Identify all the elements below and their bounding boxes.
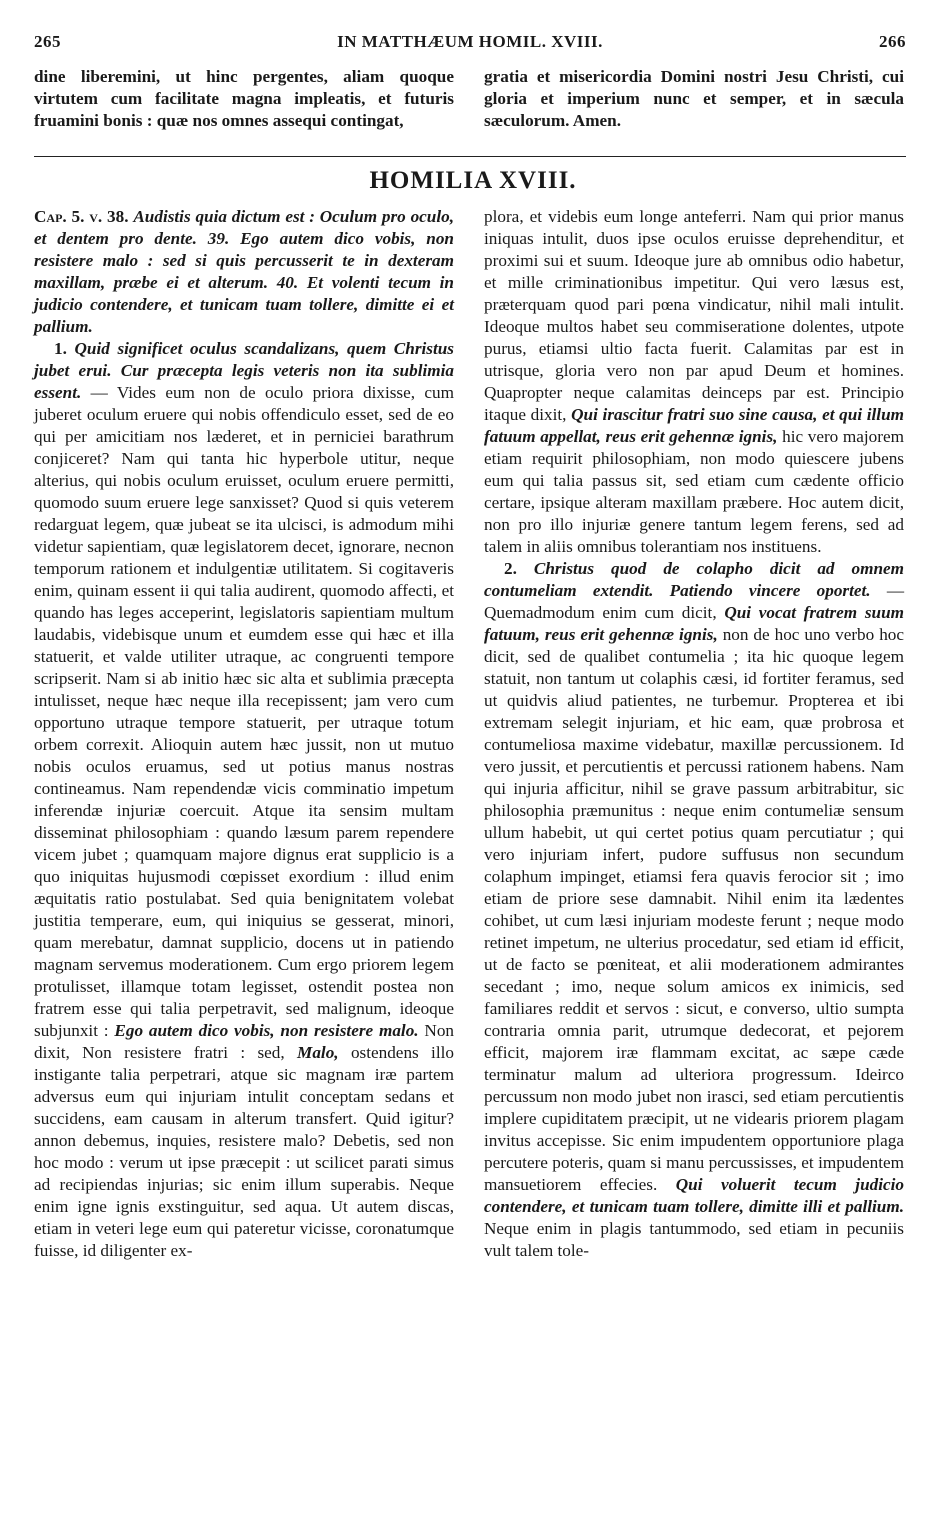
section-2-heading: Christus quod de colapho dicit ad omnem contumeliam extendit. Patiendo vincere oportet. [484, 559, 904, 600]
right-column [484, 206, 904, 1262]
page-number-left: 265 [34, 32, 61, 51]
section-1-text-mid: Non dixit, Non resistere fratri : sed, [34, 1021, 455, 1062]
section-1-paragraph [34, 338, 454, 1262]
section-1-heading: Quid significet oculus scandalizans, quem Christus jubet erui. Cur præcepta legis veteris non ita sublimia essent. [34, 339, 454, 402]
page-number-right: 266 [879, 32, 906, 51]
scripture-quote: Qui irascitur fratri suo sine causa, et qui illum fatuum appellat, reus erit gehennæ ignis, [484, 405, 905, 446]
scripture-quote: Ego autem dico vobis, non resistere malo. [114, 1021, 419, 1040]
section-2-text-end: Neque enim in plagis tantummodo, sed etiam in pecuniis vult talem tole- [484, 1219, 904, 1260]
continued-text-end: hic vero majorem etiam requirit philosophiam, non modo quiescere jubens eum qui talia passus sit, sed etiam cum cædente officio certare, ipsique alteram maxillam præbere. Hoc autem dicit, non pro illo injuriæ genere tantum legem ferens, sed ad talem in aliis omnibus tolerantiam nos instituens. [484, 427, 904, 556]
gospel-argument: Audistis quia dictum est : Oculum pro oculo, et dentem pro dente. 39. Ego autem dico vobis, non resistere malo : sed si quis percusserit te in dexteram maxillam, præbe ei et alterum. 40. Et volenti tecum in judicio contendere, et tunicam tuam tollere, dimitte ei et pallium. [34, 207, 455, 336]
chapter-verse-ref: Cap. 5. v. 38. [34, 207, 129, 226]
argument-paragraph [34, 206, 454, 338]
left-column [34, 206, 454, 1262]
section-1-text-end: ostendens illo instigante talia perpetrari, atque sic magnam iræ partem adversus eum qui injuriam intulit conceptam sedans et succidens, eam causam in alterum transfert. Quid igitur? annon debemus, inquies, resistere malo? Debetis, sed non hoc modo : verum ut ipse præcepit : ut scilicet parati simus ad recipiendas injurias; sic enim illum superabis. Neque enim igne ignis exstinguitur, sed aqua. Ut autem discas, etiam in veteri lege eum qui pateretur vicisse, coronatumque fuisse, id diligenter ex- [34, 1043, 454, 1260]
scripture-quote: Qui vocat fratrem suum fatuum, reus erit gehennæ ignis, [484, 603, 905, 644]
continued-paragraph [484, 206, 904, 558]
section-divider-rule [34, 156, 906, 157]
section-2-paragraph [484, 558, 904, 1262]
section-2-number: 2. [504, 559, 517, 578]
scripture-quote: Qui voluerit tecum judicio contendere, et tunicam tuam tollere, dimitte illi et pallium. [484, 1175, 905, 1216]
section-1-number: 1. [54, 339, 67, 358]
section-2-text: non de hoc uno verbo hoc dicit, sed de qualibet contumelia ; ita hic quoque legem statuit, non tantum ut colaphis cæsi, id fortiter feramus, sed ut quidvis aliud patientes, ne turbemur. Propterea et ibi extremam selegit injuriam, et hic eam, quæ probrosa et contumeliosa maxime videbatur, maxillæ percussionem. Id vero jussit, et percutientis et percussi rationem habens. Nam qui injuria afficitur, nihil se grave passum arbitrabitur, sic philosophia præmunitus : neque enim contumeliæ sensum ullum habebit, ut qui certet potius quam percutiatur ; qui vero injuriam infert, pudore suffusus non secundum colaphum impinget, etiamsi fera quavis ferocior sit ; imo etiam de priore sese damnabit. Nihil enim ita lædentes cohibet, ut cum læsi injuriam modeste ferunt ; neque modo retinet impetum, ne ulterius procedatur, sed etiam id efficit, ut de facto se pœniteat, et alii moderationem admirantes secedant ; imo, neque solum amicos ex inimicis, sed familiares reddit et servos : sicut, e converso, ultio sumpta contraria omnia parit, utrumque dedecorat, et pejorem efficit, majorem iræ flammam excitat, ac sæpe cæde terminatur malum ad ulteriora progressum. Ideirco percussum non modo jubet non irasci, sed etiam percutientis implere cupiditatem præcipit, ut ne videaris priorem plagam invitus accepisse. Sic enim impudentem opportuniore plaga percutere poteris, quam si manu percussisses, et impudentem mansuetiorem effecies. [484, 625, 905, 1194]
scripture-quote: Malo, [297, 1043, 339, 1062]
running-head [34, 32, 906, 58]
top-right-column [484, 66, 904, 132]
section-2-text-start: — Quemadmodum enim cum dicit, [484, 581, 904, 622]
top-left-text: dine liberemini, ut hinc pergentes, aliam quoque virtutem cum facilitate magna impleatis, et futuris fruamini bonis : quæ nos omnes assequi contingat, [34, 67, 454, 130]
running-title: IN MATTHÆUM HOMIL. XVIII. [337, 32, 603, 51]
top-left-column [34, 66, 454, 132]
top-right-text: gratia et misericordia Domini nostri Jesu Christi, cui gloria et imperium nunc et semper, et in sæcula sæculorum. Amen. [484, 67, 904, 130]
homily-title: HOMILIA XVIII. [369, 167, 577, 194]
section-1-text: — Vides eum non de oculo priora dixisse, cum juberet oculum eruere qui nobis offendiculo esset, sed de eo qui per amicitiam nos læderet, et in perniciei barathrum conjiceret? Nam qui tanta hic hyperbole utitur, neque alterius, qui nobis oculum eruisset, oculum eruere permitti, quomodo suum eruere lege sanxisset? Quod si quis veterem redarguat legem, quæ jubeat se ita ulcisci, is admodum mihi videtur sapientiam, quæ legislatorem decet, ignorare, necnon temporum rationem et indulgentiæ utilitatem. Si cogitaveris enim, quinam essent ii qui talia audirent, quomodo affecti, et quando has leges acceperint, legislatoris sapientiam multum laudabis, videbisque unum et eumdem esse qui hæc et illa statuerit, et valde utiliter utraque, ac congruenti tempore scripserit. Nam si ab initio hæc sic alta et sublimia præcepta intulisset, neque hæc neque illa recepissent; jam vero cum opportuno utraque tempore statuerit, per utraque totum orbem correxit. Alioquin autem hæc jussit, non ut mutuo nobis oculos eruamus, sed ut potius manus nostras contineamus. Nam rependendæ vicis comminatio impetum inferendæ injuriæ coercuit. Atque ita sensim multam disseminat philosophiam : quando læsum parem rependere vicem jubet ; quamquam majore dignus erat supplicio is a quo iniquitas hujusmodi cœpisset exordium : illud enim æquitatis ratio postulabat. Sed quia benignitatem volebat justitia temperare, eum, qui iniquius se gesserat, minori, quam merebatur, damnat supplicio, docens ut in patiendo magnam servemus moderationem. Cum ergo priorem legem protulisset, illamque totam legisset, ostendit postea non fratrem esse qui talia perpetravit, sed malignum, ideoque subjunxit : [34, 383, 454, 1040]
continued-text: plora, et videbis eum longe anteferri. Nam qui prior manus iniquas intulit, duos ipse oculos eruisse deprehenditur, et proximi sui et suum. Ideoque jure ab omnibus odio habetur, et mille criminationibus impetitur. Qui vero læsus est, præterquam quod pari pœna vindicatur, nihil mali intulit. Ideoque multos habet seu commiseratione dolentes, utpote purus, etiamsi ultio facta fuerit. Calamitas par est in utrisque, gloria vero non par apud Deum et homines. Quapropter neque calamitas deinceps par est. Principio itaque dixit, [484, 207, 904, 424]
